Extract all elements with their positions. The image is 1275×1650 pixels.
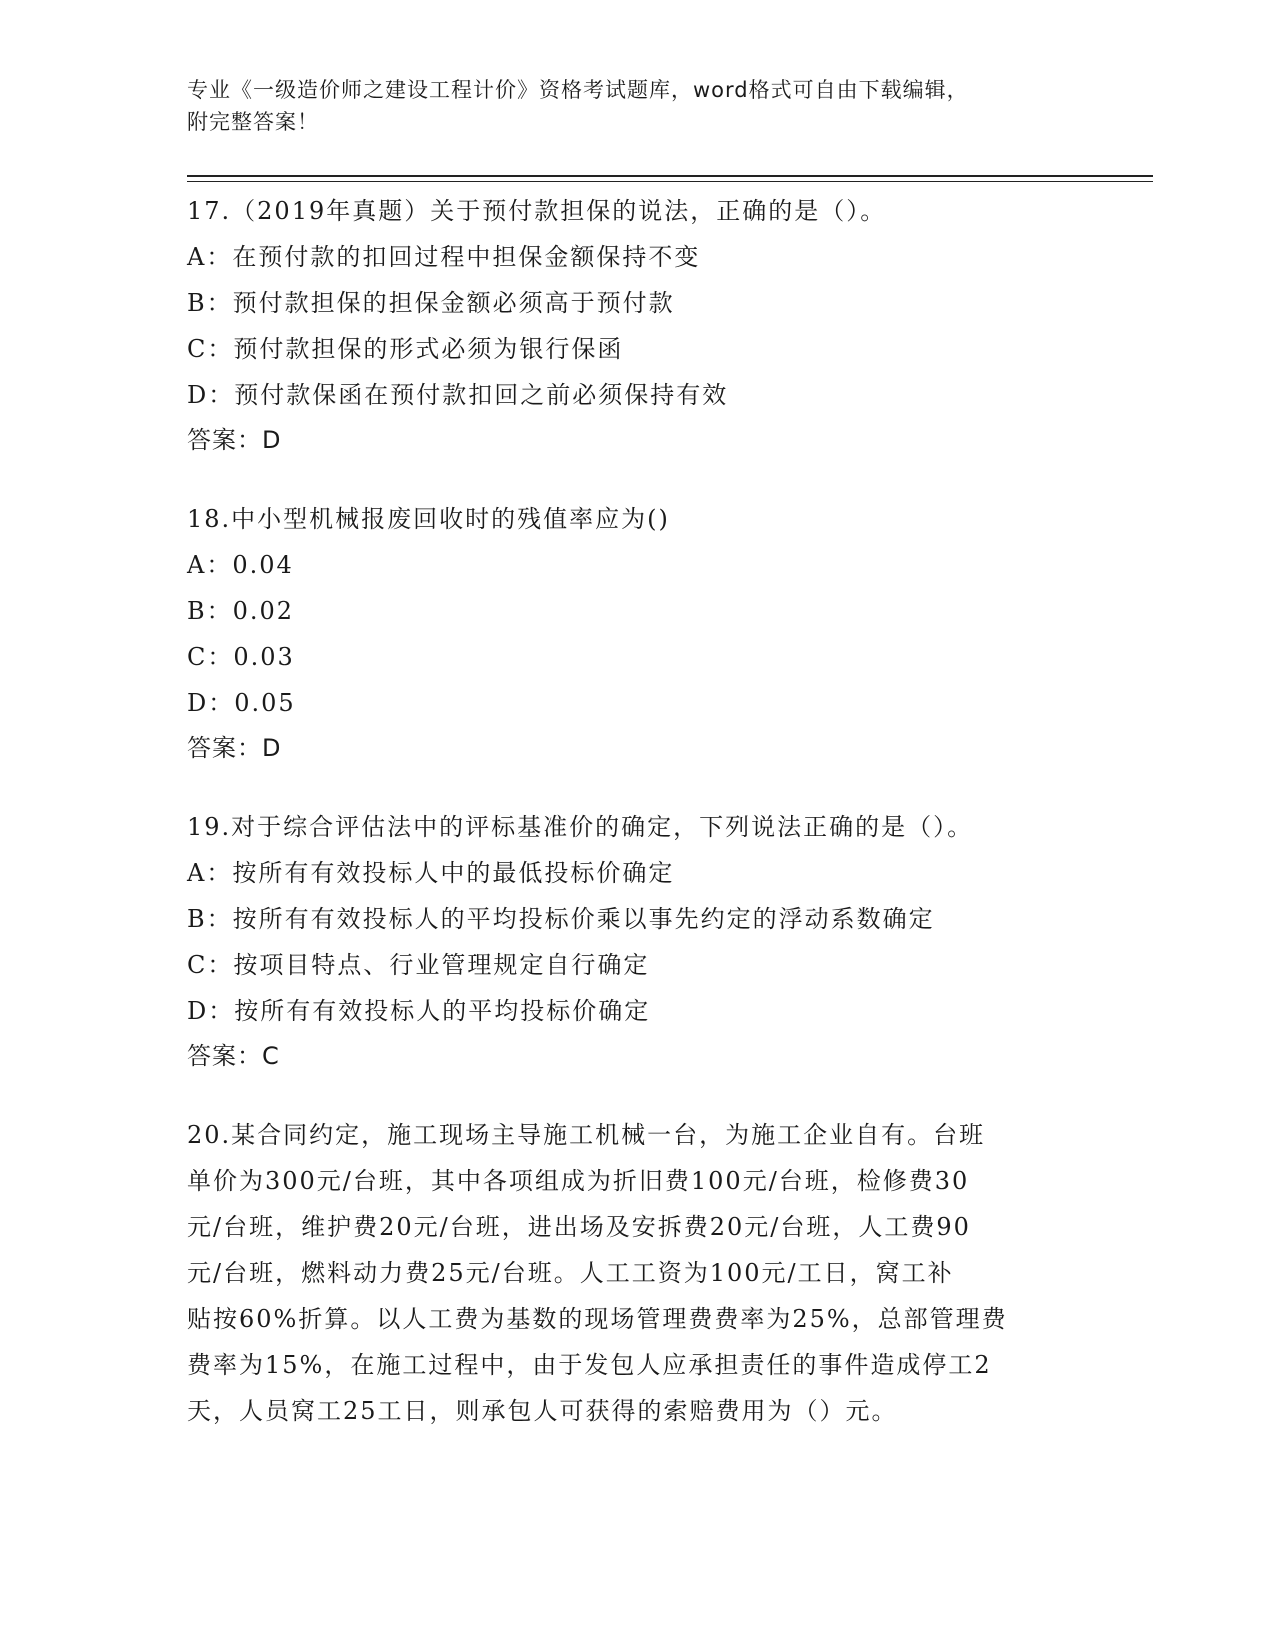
question-stem: 17.（2019年真题）关于预付款担保的说法，正确的是（）。 (187, 197, 887, 225)
question-18 (187, 496, 1087, 770)
answer-line: 答案：D (187, 734, 282, 762)
question-stem-line: 天，人员窝工25工日，则承包人可获得的索赔费用为（）元。 (187, 1397, 898, 1425)
question-list (187, 188, 1087, 1468)
header-divider-thin (187, 181, 1153, 182)
question-17 (187, 188, 1087, 462)
option-d: D：预付款保函在预付款扣回之前必须保持有效 (187, 381, 729, 409)
question-stem-line: 单价为300元/台班，其中各项组成为折旧费100元/台班，检修费30 (187, 1167, 970, 1195)
header-line-1: 专业《一级造价师之建设工程计价》资格考试题库，word格式可自由下载编辑， (187, 78, 969, 102)
question-stem: 18.中小型机械报废回收时的残值率应为() (187, 505, 670, 533)
question-stem-line: 元/台班，维护费20元/台班，进出场及安拆费20元/台班，人工费90 (187, 1213, 971, 1241)
question-stem-line: 20.某合同约定，施工现场主导施工机械一台，为施工企业自有。台班 (187, 1121, 986, 1149)
option-b: B：0.02 (187, 597, 295, 625)
question-stem-line: 贴按60%折算。以人工费为基数的现场管理费费率为25%，总部管理费 (187, 1305, 1008, 1333)
option-a: A：0.04 (187, 551, 294, 579)
option-b: B：按所有有效投标人的平均投标价乘以事先约定的浮动系数确定 (187, 905, 935, 933)
question-stem: 19.对于综合评估法中的评标基准价的确定，下列说法正确的是（）。 (187, 813, 974, 841)
answer-line: 答案：C (187, 1042, 280, 1070)
question-19 (187, 804, 1087, 1078)
header-line-2: 附完整答案！ (187, 110, 319, 134)
question-stem-line: 费率为15%，在施工过程中，由于发包人应承担责任的事件造成停工2 (187, 1351, 992, 1379)
question-stem-line: 元/台班，燃料动力费25元/台班。人工工资为100元/工日，窝工补 (187, 1259, 954, 1287)
option-d: D：0.05 (187, 689, 296, 717)
option-c: C：0.03 (187, 643, 295, 671)
option-a: A：按所有有效投标人中的最低投标价确定 (187, 859, 675, 887)
option-d: D：按所有有效投标人的平均投标价确定 (187, 997, 651, 1025)
option-b: B：预付款担保的担保金额必须高于预付款 (187, 289, 675, 317)
answer-line: 答案：D (187, 426, 282, 454)
question-20 (187, 1112, 1087, 1434)
document-header (187, 74, 1087, 138)
option-c: C：按项目特点、行业管理规定自行确定 (187, 951, 650, 979)
option-a: A：在预付款的扣回过程中担保金额保持不变 (187, 243, 701, 271)
header-divider-thick (187, 175, 1153, 177)
option-c: C：预付款担保的形式必须为银行保函 (187, 335, 624, 363)
